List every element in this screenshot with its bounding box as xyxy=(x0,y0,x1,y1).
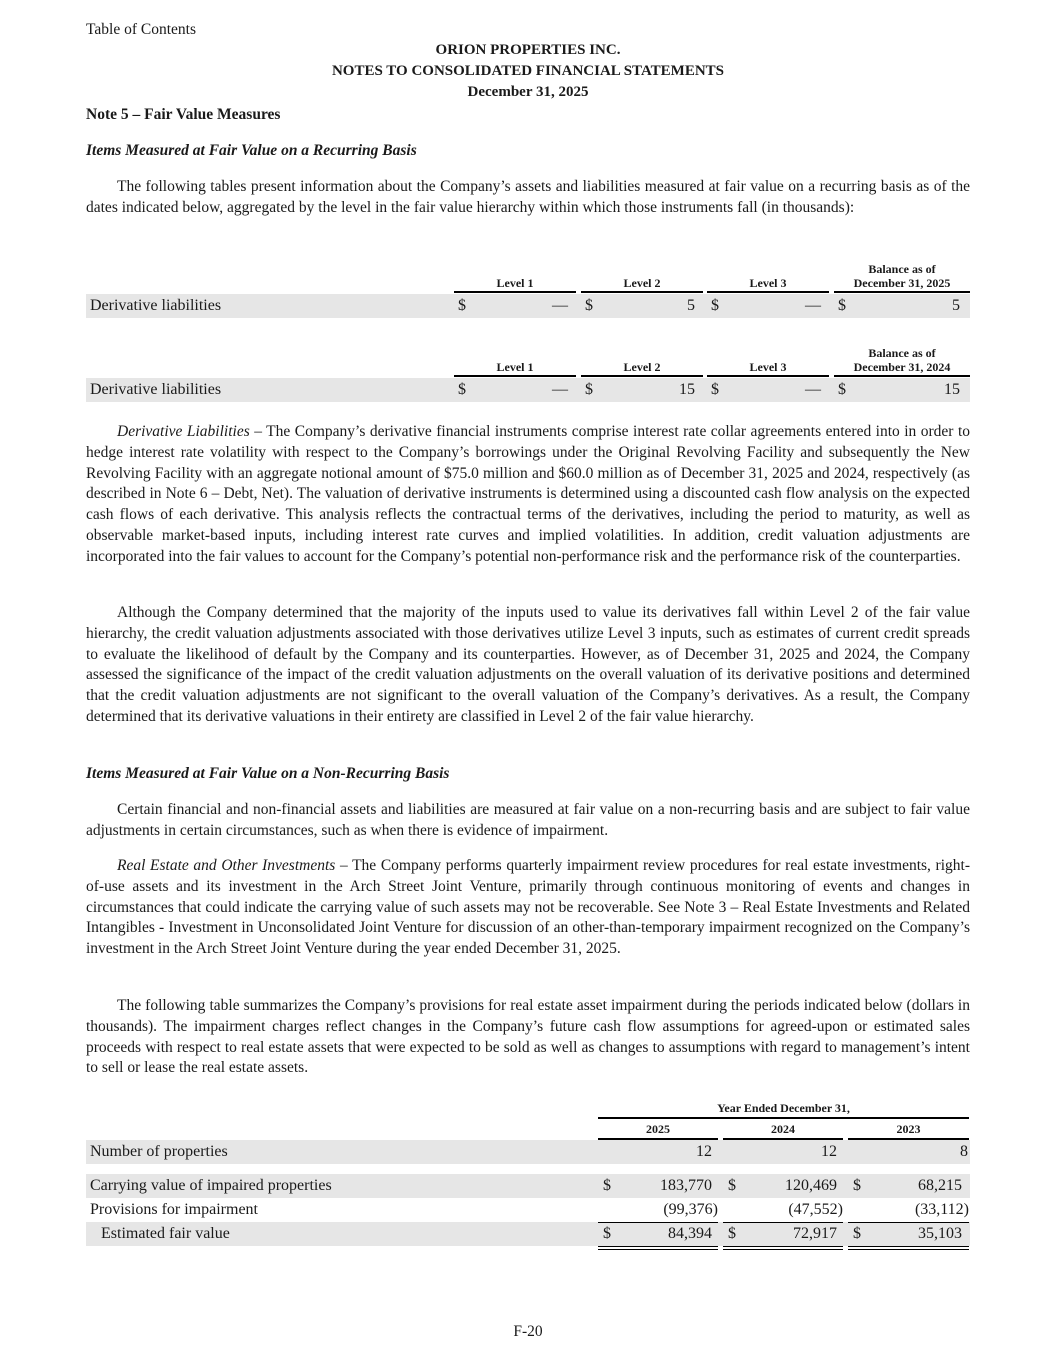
value-2024: 72,917 xyxy=(793,1225,837,1242)
intro-paragraph: The following tables present information about the Company’s assets and liabilities measured at fair value on a recurring basis as of the dates indicated below, aggregated by the level in the fair value hierarchy within which those instruments fall (in thousands): xyxy=(86,178,970,216)
value-2024: 120,469 xyxy=(785,1177,837,1194)
header-level-3: Level 3 xyxy=(707,276,829,293)
value-2024: 12 xyxy=(821,1143,837,1160)
currency-symbol: $ xyxy=(728,1225,736,1242)
value-2023: 68,215 xyxy=(918,1177,962,1194)
level2-value: 5 xyxy=(687,297,695,314)
paragraph-body: – The Company’s derivative financial instruments comprise interest rate collar agreements entered into in order to hedge interest rate volatility with respect to the Company’s borrowings under the Original Revolving Facility and subsequently the New Revolving Facility with an aggregate notional amount of $75.0 million and $60.0 million as of December 31, 2025 and 2024, respectively (as described in Note 6 – Debt, Net). The valuation of derivative instruments is determined using a discounted cash flow analysis on the expected cash flows of each derivative. This analysis reflects the contractual terms of the derivatives, including the period to maturity, as well as observable market-based inputs, including interest rate curves and implied volatilities. In addition, credit valuation adjustments are incorporated into the fair values to account for the Company’s potential non-performance risk and the performance risk of the counterparties. xyxy=(86,423,970,565)
level1-value: — xyxy=(552,297,568,314)
table-row xyxy=(86,1222,970,1246)
currency-symbol: $ xyxy=(585,297,593,314)
value-2025: 84,394 xyxy=(668,1225,712,1242)
row-label: Number of properties xyxy=(90,1143,228,1160)
nonrecurring-heading: Items Measured at Fair Value on a Non-Recurring Basis xyxy=(86,765,450,782)
value-2023: (33,112) xyxy=(914,1201,969,1218)
impairment-intro-paragraph: The following table summarizes the Company’s provisions for real estate asset impairment during the periods indicated below (dollars in thousands). The impairment charges reflect changes in the Company’s future cash flow assumptions for agreed-upon or estimated sales proceeds with respect to real estate assets that were expected to be sold as well as changes to assumptions with regard to management’s intent to sell or lease the real estate assets. xyxy=(86,997,970,1077)
currency-symbol: $ xyxy=(728,1177,736,1194)
currency-symbol: $ xyxy=(458,297,466,314)
fair-value-table-2024 xyxy=(86,341,970,402)
value-2023: 8 xyxy=(960,1143,968,1160)
header-balance xyxy=(834,346,970,377)
header-level-2: Level 2 xyxy=(581,360,703,377)
table-row xyxy=(86,294,970,318)
real-estate-paragraph xyxy=(86,856,970,960)
level2-value: 15 xyxy=(679,381,695,398)
row-label: Provisions for impairment xyxy=(90,1201,258,1218)
header-balance-line1: Balance as of xyxy=(868,346,936,360)
table-row xyxy=(86,1198,970,1222)
double-underline xyxy=(598,1246,718,1250)
value-2025: (99,376) xyxy=(663,1201,718,1218)
header-year-2024: 2024 xyxy=(723,1122,843,1140)
level2-classification-paragraph: Although the Company determined that the majority of the inputs used to value its derivatives fall within Level 2 of the fair value hierarchy, the credit valuation adjustments associated with those derivatives utilize Level 3 inputs, such as estimates of current credit spreads to evaluate the likelihood of default by the Company and its counterparties. However, as of December 31, 2025 and 2024, the Company assessed the significance of the impact of the credit valuation adjustments on the overall valuation of its derivative positions and determined that the credit valuation adjustments are not significant to the overall valuation of the Company’s derivatives. As a result, the Company determined that its derivative valuations in their entirety are classified in Level 2 of the fair value hierarchy. xyxy=(86,604,970,725)
derivative-liabilities-paragraph xyxy=(86,422,970,568)
table-header xyxy=(86,341,970,377)
row-label: Derivative liabilities xyxy=(90,381,222,398)
header-year-2023: 2023 xyxy=(848,1122,969,1140)
currency-symbol: $ xyxy=(853,1177,861,1194)
double-underline xyxy=(723,1246,843,1250)
paragraph-body: – The Company performs quarterly impairment review procedures for real estate investments, right-of-use assets and its investment in the Arch Street Joint Venture, primarily through continuous monitoring of events and changes in circumstances that could indicate the carrying value of such assets may not be recoverable. See Note 3 – Real Estate Investments and Related Intangibles - Investment in Unconsolidated Joint Venture for discussion of an other-than-temporary impairment recognized on the Company’s investment in the Arch Street Joint Venture during the year ended December 31, 2025. xyxy=(86,857,970,958)
currency-symbol: $ xyxy=(603,1177,611,1194)
row-label: Derivative liabilities xyxy=(90,297,222,314)
note-title: Note 5 – Fair Value Measures xyxy=(86,106,281,123)
header-year-2025: 2025 xyxy=(598,1122,718,1140)
level3-value: — xyxy=(805,381,821,398)
table-row xyxy=(86,378,970,402)
value-2025: 183,770 xyxy=(660,1177,712,1194)
row-label: Estimated fair value xyxy=(101,1225,230,1242)
header-balance-line2: December 31, 2025 xyxy=(853,276,951,290)
header-level-3: Level 3 xyxy=(707,360,829,377)
nonrecurring-paragraph: Certain financial and non-financial assets and liabilities are measured at fair value on a non-recurring basis and are subject to fair value adjustments in certain circumstances, such as when there is evidence of impairment. xyxy=(86,801,970,839)
currency-symbol: $ xyxy=(603,1225,611,1242)
balance-value: 15 xyxy=(944,381,960,398)
year-ended-header: Year Ended December 31, xyxy=(598,1100,969,1119)
header-balance-line1: Balance as of xyxy=(868,262,936,276)
currency-symbol: $ xyxy=(838,381,846,398)
value-2023: 35,103 xyxy=(918,1225,962,1242)
level3-value: — xyxy=(805,297,821,314)
header-balance-line2: December 31, 2024 xyxy=(853,360,951,374)
currency-symbol: $ xyxy=(853,1225,861,1242)
header-balance xyxy=(834,262,970,293)
row-label: Carrying value of impaired properties xyxy=(90,1177,332,1194)
currency-symbol: $ xyxy=(838,297,846,314)
value-2024: (47,552) xyxy=(788,1201,843,1218)
table-of-contents-link[interactable]: Table of Contents xyxy=(86,21,196,38)
table-row xyxy=(86,1174,970,1198)
level1-value: — xyxy=(552,381,568,398)
recurring-heading: Items Measured at Fair Value on a Recurring Basis xyxy=(86,142,417,159)
value-2025: 12 xyxy=(696,1143,712,1160)
currency-symbol: $ xyxy=(711,297,719,314)
statement-title: NOTES TO CONSOLIDATED FINANCIAL STATEMENTS xyxy=(331,63,725,79)
double-underline xyxy=(848,1246,969,1250)
currency-symbol: $ xyxy=(711,381,719,398)
fair-value-table-2025 xyxy=(86,257,970,318)
header-level-2: Level 2 xyxy=(581,276,703,293)
statement-date: December 31, 2025 xyxy=(467,84,589,100)
page-number: F-20 xyxy=(513,1323,543,1340)
table-header xyxy=(86,257,970,293)
paragraph-lead: Real Estate and Other Investments xyxy=(117,857,336,874)
currency-symbol: $ xyxy=(458,381,466,398)
company-name: ORION PROPERTIES INC. xyxy=(435,42,621,58)
header-level-1: Level 1 xyxy=(454,276,576,293)
paragraph-lead: Derivative Liabilities xyxy=(117,423,250,440)
table-row xyxy=(86,1140,970,1164)
currency-symbol: $ xyxy=(585,381,593,398)
balance-value: 5 xyxy=(952,297,960,314)
header-level-1: Level 1 xyxy=(454,360,576,377)
